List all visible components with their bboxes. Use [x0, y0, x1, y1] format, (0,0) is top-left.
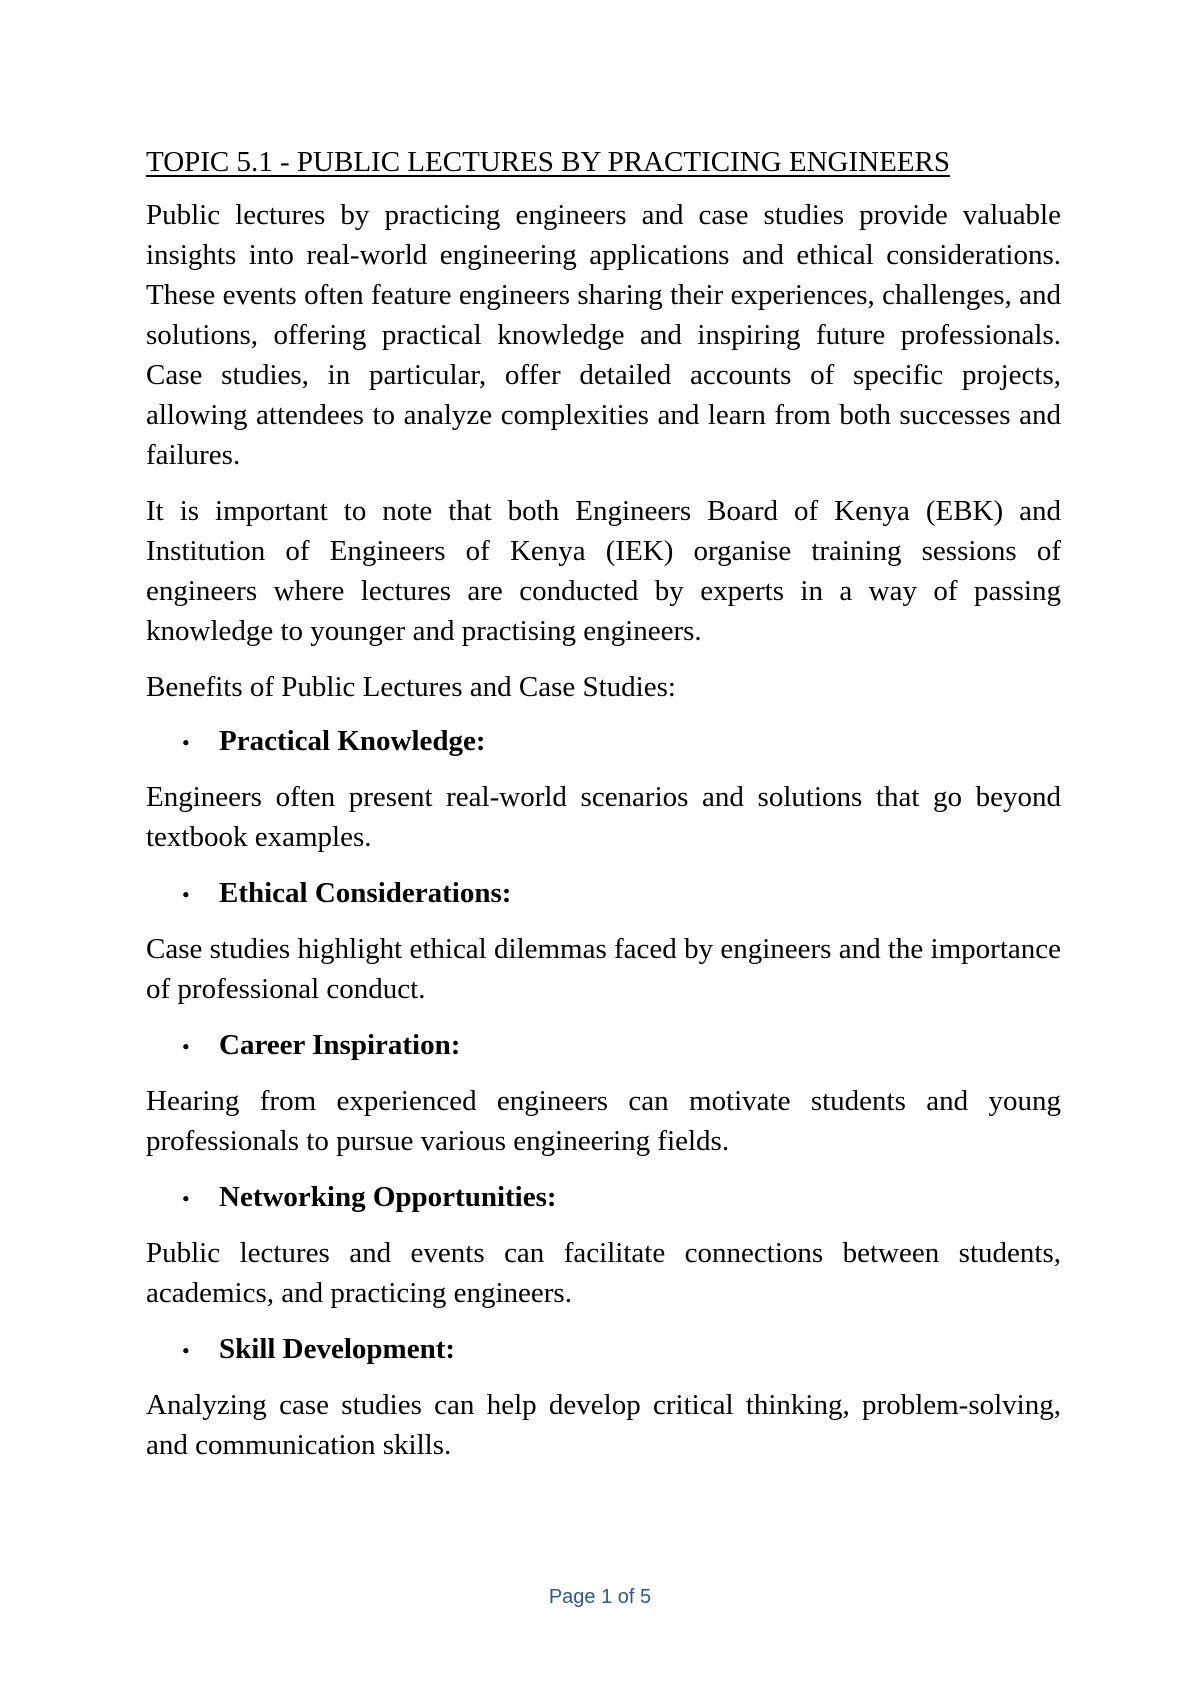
benefit-description: Hearing from experienced engineers can motivate students and young professionals to pursue various engineering fields. [146, 1085, 1061, 1157]
benefit-heading-networking-opportunities [146, 1177, 1061, 1219]
benefit-heading-text: Networking Opportunities: [219, 1181, 557, 1213]
bullet-icon: • [182, 1034, 190, 1059]
intro-paragraph: Public lectures by practicing engineers and case studies provide valuable insights into real-world engineering applications and ethical considerations. These events often feature engineers sharing their experiences, challenges, and solutions, offering practical knowledge and inspiring future professionals. Case studies, in particular, offer detailed accounts of specific projects, allowing attendees to analyze complexities and learn from both successes and failures. [146, 199, 1061, 471]
page-number-footer: Page 1 of 5 [548, 1586, 652, 1608]
benefit-heading-practical-knowledge [146, 721, 1061, 763]
ebk-iek-paragraph: It is important to note that both Engineers Board of Kenya (EBK) and Institution of Engineers of Kenya (IEK) organise training sessions of engineers where lectures are conducted by experts in a way of passing knowledge to younger and practising engineers. [146, 495, 1061, 647]
benefit-heading-text: Ethical Considerations: [219, 877, 512, 909]
bullet-icon: • [182, 730, 190, 755]
benefit-heading-ethical-considerations [146, 873, 1061, 915]
benefit-heading-career-inspiration [146, 1025, 1061, 1067]
benefit-heading-text: Career Inspiration: [219, 1029, 461, 1061]
bullet-icon: • [182, 882, 190, 907]
benefit-description: Public lectures and events can facilitate connections between students, academics, and practicing engineers. [146, 1237, 1061, 1309]
topic-title: TOPIC 5.1 - PUBLIC LECTURES BY PRACTICING ENGINEERS [146, 146, 950, 178]
benefit-heading-text: Practical Knowledge: [219, 725, 486, 757]
benefit-description: Case studies highlight ethical dilemmas faced by engineers and the importance of professional conduct. [146, 933, 1061, 1005]
bullet-icon: • [182, 1186, 190, 1211]
benefit-description: Analyzing case studies can help develop critical thinking, problem-solving, and communication skills. [146, 1389, 1061, 1461]
document-body [146, 142, 1061, 1481]
benefit-heading-skill-development [146, 1329, 1061, 1371]
benefit-heading-text: Skill Development: [219, 1333, 456, 1365]
benefit-description: Engineers often present real-world scenarios and solutions that go beyond textbook examples. [146, 781, 1061, 853]
benefits-intro: Benefits of Public Lectures and Case Studies: [146, 671, 676, 703]
bullet-icon: • [182, 1338, 190, 1363]
